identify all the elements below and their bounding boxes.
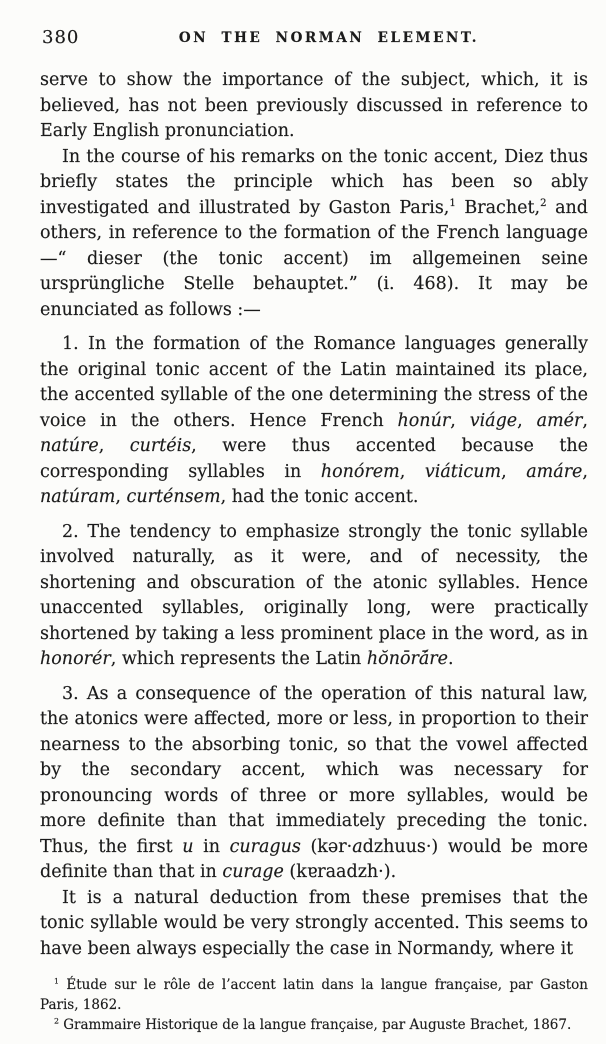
- footnote: [40, 1015, 588, 1035]
- text-run: It is a natural deduction from these premises that the tonic syllable would be very strongly accented. This seems to have been always especially the case in Normandy, where it: [40, 887, 588, 959]
- text-run: Brachet,: [455, 197, 541, 218]
- text-run: dzhuus·) would be more definite than that in: [40, 836, 589, 882]
- text-run: (kər·: [300, 836, 353, 857]
- running-title: ON THE NORMAN ELEMENT.: [178, 30, 480, 46]
- text-run: 3. As a consequence of the operation of this natural law, the atonics were affected, more or less, in proportion to their nearness to the absorbing tonic, so that the vowel affected by the secondary accent, which was necessary for pronouncing words of three or more syllables, would be more definite than that immediately preceding the tonic. Thus, the first: [40, 683, 588, 857]
- paragraph: [40, 68, 588, 145]
- text-run: ,: [450, 410, 470, 431]
- italic-term: amér: [536, 410, 583, 431]
- text-run: , were thus accented because the corresponding syllables in: [40, 436, 588, 482]
- text-run: ,: [501, 461, 527, 482]
- footnote-marker: 1: [54, 976, 59, 986]
- text-run: , had the tonic accent.: [220, 487, 419, 507]
- text-run: ,: [399, 461, 425, 482]
- footnote-reference: 1: [449, 197, 456, 209]
- footnote-text: Étude sur le rôle de l’accent latin dans la langue française, par Gaston Paris, 1862.: [40, 977, 588, 1013]
- text-run: , which represents the Latin: [110, 649, 367, 669]
- text-run: and others, in reference to the formation of the French language—“ dieser (the tonic accent) im allgemeinen seine ursprüngliche Stelle behauptet.” (i. 468). It may be enunciated as follows :—: [40, 197, 588, 320]
- paragraph: [40, 332, 588, 511]
- italic-term: curagus: [229, 836, 301, 857]
- footnote-reference: 2: [540, 197, 547, 209]
- paragraph: [40, 886, 588, 963]
- text-run: In the course of his remarks on the tonic accent, Diez thus briefly states the principle which has been so ably investigated and illustrated by Gaston Paris,: [40, 146, 588, 218]
- footnote-text: Grammaire Historique de la langue française, par Auguste Brachet, 1867.: [58, 1017, 572, 1033]
- italic-term: natúram: [40, 487, 116, 507]
- italic-term: viáge: [469, 410, 518, 431]
- italic-term: honórem: [320, 461, 400, 482]
- text-run: 2. The tendency to emphasize strongly the tonic syllable involved naturally, as it were, and of necessity, the shortening and obscuration of the atonic syllables. Hence unaccented syllables, originally long, were practically shortened by taking a less prominent place in the word, as in: [40, 521, 588, 644]
- body-text: [40, 68, 588, 962]
- italic-term: curtéis: [129, 436, 192, 456]
- footnote: [40, 975, 588, 1015]
- italic-term: honorér: [40, 649, 111, 669]
- italic-term: natúre: [40, 436, 99, 456]
- text-run: 1. In the formation of the Romance languages generally the original tonic accent of the Latin maintained its place, the accented syllable of the one determining the stress of the voice in the others. Hence French: [40, 334, 588, 431]
- footnote-marker: 2: [54, 1016, 59, 1026]
- text-run: ,: [582, 461, 588, 482]
- paragraph: [40, 520, 588, 673]
- text-run: ,: [582, 410, 588, 431]
- text-run: in: [193, 836, 230, 857]
- italic-term: hŏnōrā́re: [366, 649, 449, 669]
- page-number: 380: [42, 27, 80, 48]
- text-run: ,: [98, 436, 130, 456]
- text-run: .: [448, 649, 454, 669]
- text-run: (kɐraadzh·).: [283, 862, 397, 882]
- italic-term: amáre: [526, 461, 583, 482]
- italic-term: honúr: [397, 410, 451, 431]
- page-header: [40, 26, 588, 52]
- paragraph: [40, 682, 588, 886]
- italic-term: curténsem: [126, 487, 221, 507]
- footnotes: [40, 975, 588, 1035]
- paragraph: [40, 145, 588, 324]
- italic-term: u: [182, 836, 194, 857]
- text-run: serve to show the importance of the subject, which, it is believed, has not been previously discussed in reference to Early English pronunciation.: [40, 70, 588, 141]
- text-run: ,: [115, 487, 127, 507]
- italic-term: a: [352, 836, 363, 857]
- italic-term: viáticum: [424, 461, 502, 482]
- text-run: ,: [517, 410, 537, 431]
- italic-term: curage: [222, 862, 284, 882]
